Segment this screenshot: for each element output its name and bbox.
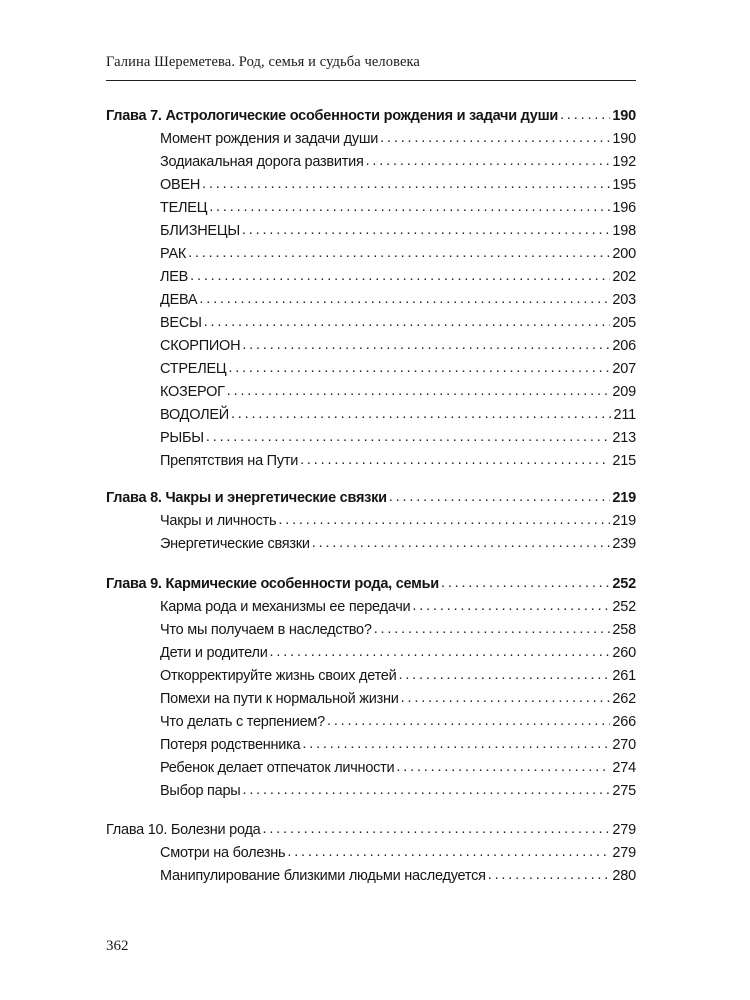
toc-entry (160, 406, 636, 424)
toc-entry (160, 598, 636, 616)
toc-entry (160, 153, 636, 171)
dot-leader (374, 620, 611, 638)
toc-entry (160, 690, 636, 708)
page-ref: 279 (612, 845, 636, 861)
toc-entry (160, 291, 636, 309)
toc-entry (160, 644, 636, 662)
toc-entry (160, 199, 636, 217)
entry-title: Манипулирование близкими людьми наследуется (160, 868, 486, 884)
entry-title: Что делать с терпением? (160, 714, 325, 730)
dot-leader (228, 359, 610, 377)
toc-entry (160, 535, 636, 553)
page-number: 362 (106, 938, 129, 954)
toc-entry (160, 314, 636, 332)
page-ref: 260 (612, 645, 636, 661)
dot-leader (412, 597, 610, 615)
dot-leader (242, 221, 610, 239)
toc-entry (160, 713, 636, 731)
page-ref: 190 (612, 131, 636, 147)
page-ref: 219 (612, 513, 636, 529)
entry-title: Зодиакальная дорога развития (160, 154, 364, 170)
dot-leader (287, 843, 610, 861)
entry-title: СТРЕЛЕЦ (160, 361, 227, 377)
entry-title: Препятствия на Пути (160, 453, 299, 469)
toc-entry (160, 360, 636, 378)
page-ref: 196 (612, 200, 636, 216)
toc-entry (160, 759, 636, 777)
entry-title: РАК (160, 246, 187, 262)
dot-leader (188, 244, 610, 262)
page-ref: 215 (612, 453, 636, 469)
dot-leader (366, 152, 611, 170)
dot-leader (380, 129, 610, 147)
page-ref: 206 (612, 338, 636, 354)
entry-title: ВОДОЛЕЙ (160, 407, 229, 423)
entry-title: ВЕСЫ (160, 315, 202, 331)
dot-leader (396, 758, 610, 776)
toc-chapter-7 (106, 107, 636, 125)
header-rule (106, 80, 636, 81)
page-ref: 202 (612, 269, 636, 285)
chapter-title: Глава 10. Болезни рода (106, 822, 261, 838)
entry-title: Потеря родственника (160, 737, 301, 753)
entry-title: Ребенок делает отпечаток личности (160, 760, 395, 776)
chapter-title: Глава 7. Астрологические особенности рождения и задачи души (106, 108, 559, 124)
page-ref: 270 (612, 737, 636, 753)
dot-leader (231, 405, 612, 423)
dot-leader (242, 781, 610, 799)
page-ref: 274 (612, 760, 636, 776)
dot-leader (202, 175, 610, 193)
toc-entry (160, 782, 636, 800)
dot-leader (242, 336, 610, 354)
entry-title: Момент рождения и задачи души (160, 131, 379, 147)
dot-leader (204, 313, 611, 331)
dot-leader (227, 382, 611, 400)
page-ref: 198 (612, 223, 636, 239)
entry-title: Дети и родители (160, 645, 268, 661)
dot-leader (441, 574, 610, 592)
page-ref: 209 (612, 384, 636, 400)
page-ref: 262 (612, 691, 636, 707)
entry-title: Энергетические связки (160, 536, 310, 552)
entry-title: Что мы получаем в наследство? (160, 622, 372, 638)
dot-leader (262, 820, 610, 838)
entry-title: Откорректируйте жизнь своих детей (160, 668, 397, 684)
toc-entry (160, 452, 636, 470)
entry-title: Смотри на болезнь (160, 845, 286, 861)
page-ref: 219 (612, 490, 636, 506)
page-ref: 252 (612, 599, 636, 615)
dot-leader (560, 106, 610, 124)
dot-leader (389, 488, 611, 506)
dot-leader (401, 689, 611, 707)
dot-leader (302, 735, 610, 753)
page-ref: 203 (612, 292, 636, 308)
entry-title: КОЗЕРОГ (160, 384, 225, 400)
toc-chapter-10 (106, 821, 636, 839)
entry-title: СКОРПИОН (160, 338, 241, 354)
page-ref: 200 (612, 246, 636, 262)
dot-leader (270, 643, 611, 661)
page-ref: 266 (612, 714, 636, 730)
page-ref: 275 (612, 783, 636, 799)
page-ref: 192 (612, 154, 636, 170)
page-ref: 207 (612, 361, 636, 377)
entry-title: Карма рода и механизмы ее передачи (160, 599, 411, 615)
entry-title: ТЕЛЕЦ (160, 200, 208, 216)
toc-entry (160, 383, 636, 401)
page-ref: 213 (612, 430, 636, 446)
toc-entry (160, 130, 636, 148)
entry-title: РЫБЫ (160, 430, 204, 446)
toc-entry (160, 337, 636, 355)
dot-leader (312, 534, 611, 552)
toc-entry (160, 176, 636, 194)
toc-entry (160, 268, 636, 286)
toc-chapter-8 (106, 489, 636, 507)
page-ref: 190 (612, 108, 636, 124)
toc-entry (160, 245, 636, 263)
toc-entry (160, 667, 636, 685)
entry-title: ЛЕВ (160, 269, 189, 285)
toc-entry (160, 429, 636, 447)
toc-entry (160, 844, 636, 862)
toc-entry (160, 867, 636, 885)
dot-leader (278, 511, 610, 529)
page-ref: 258 (612, 622, 636, 638)
toc-entry (160, 736, 636, 754)
page-ref: 239 (612, 536, 636, 552)
toc-chapter-9 (106, 575, 636, 593)
dot-leader (190, 267, 610, 285)
dot-leader (209, 198, 610, 216)
dot-leader (398, 666, 610, 684)
page-ref: 195 (612, 177, 636, 193)
entry-title: БЛИЗНЕЦЫ (160, 223, 240, 239)
page-ref: 205 (612, 315, 636, 331)
page-ref: 279 (612, 822, 636, 838)
entry-title: Чакры и личность (160, 513, 277, 529)
entry-title: ОВЕН (160, 177, 201, 193)
toc-entry (160, 621, 636, 639)
page-ref: 261 (612, 668, 636, 684)
running-header: Галина Шереметева. Род, семья и судьба человека (106, 54, 420, 70)
page-ref: 280 (612, 868, 636, 884)
page-ref: 211 (613, 407, 636, 423)
dot-leader (206, 428, 611, 446)
entry-title: Помехи на пути к нормальной жизни (160, 691, 399, 707)
entry-title: Выбор пары (160, 783, 241, 799)
entry-title: ДЕВА (160, 292, 198, 308)
dot-leader (199, 290, 610, 308)
dot-leader (300, 451, 610, 469)
toc-entry (160, 222, 636, 240)
dot-leader (327, 712, 610, 730)
toc-entry (160, 512, 636, 530)
dot-leader (488, 866, 611, 884)
chapter-title: Глава 8. Чакры и энергетические связки (106, 490, 387, 506)
page-ref: 252 (612, 576, 636, 592)
chapter-title: Глава 9. Кармические особенности рода, семьи (106, 576, 439, 592)
